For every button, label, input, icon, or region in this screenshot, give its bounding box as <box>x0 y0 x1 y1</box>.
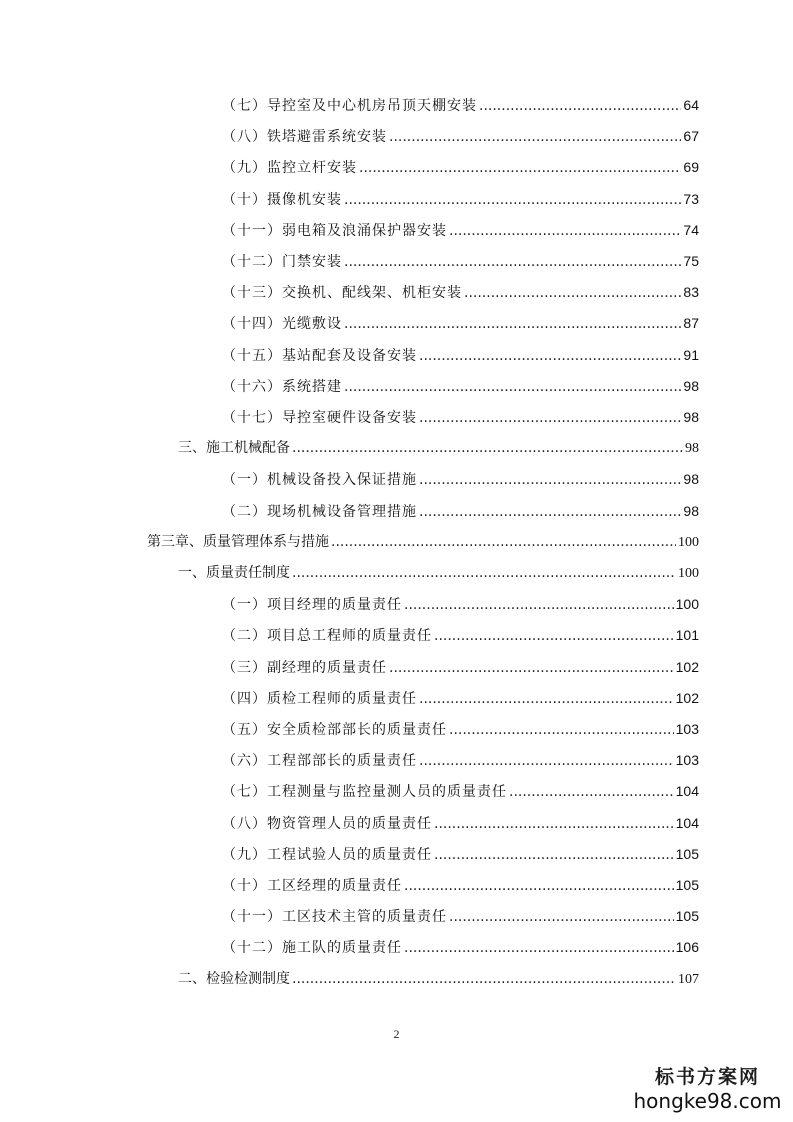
toc-entry-page: 103 <box>675 752 699 768</box>
toc-entry[interactable] <box>222 500 699 522</box>
toc-entry-title: （八）铁塔避雷系统安装 <box>222 129 387 145</box>
toc-leader-dots <box>292 562 676 584</box>
toc-entry-page: 87 <box>683 315 699 331</box>
toc-leader-dots <box>449 220 681 242</box>
toc-entry-title: 一、质量责任制度 <box>178 565 290 581</box>
toc-leader-dots <box>464 282 681 304</box>
toc-entry[interactable] <box>222 874 699 896</box>
toc-entry-page: 98 <box>683 471 699 487</box>
toc-entry-page: 67 <box>683 128 699 144</box>
toc-entry[interactable] <box>222 936 699 958</box>
toc-leader-dots <box>344 251 681 273</box>
toc-entry-title: （七）导控室及中心机房吊顶天棚安装 <box>222 98 477 114</box>
toc-entry[interactable] <box>178 437 699 459</box>
toc-entry-page: 75 <box>683 253 699 269</box>
toc-entry-title: （六）工程部部长的质量责任 <box>222 753 417 769</box>
toc-entry-page: 64 <box>683 97 699 113</box>
toc-leader-dots <box>344 313 681 335</box>
toc-entry-page: 105 <box>675 908 699 924</box>
toc-entry-page: 83 <box>683 284 699 300</box>
toc-entry-page: 73 <box>683 191 699 207</box>
toc-entry-title: （十七）导控室硬件设备安装 <box>222 410 417 426</box>
toc-entry-page: 100 <box>678 535 699 550</box>
toc-entry-page: 98 <box>683 378 699 394</box>
toc-entry-title: 二、检验检测制度 <box>178 971 290 987</box>
toc-entry-page: 104 <box>675 815 699 831</box>
toc-leader-dots <box>419 469 681 491</box>
toc-entry-page: 102 <box>675 690 699 706</box>
toc-entry-page: 98 <box>683 409 699 425</box>
toc-leader-dots <box>479 95 681 117</box>
toc-entry[interactable] <box>222 624 699 646</box>
toc-entry[interactable] <box>178 968 699 990</box>
toc-entry[interactable] <box>222 812 699 834</box>
watermark-text-en: hongke98.com <box>633 1089 782 1113</box>
toc-entry[interactable] <box>222 375 699 397</box>
toc-entry[interactable] <box>222 843 699 865</box>
toc-entry-page: 106 <box>675 939 699 955</box>
toc-entry-page: 105 <box>675 846 699 862</box>
toc-entry[interactable] <box>222 281 699 303</box>
toc-leader-dots <box>434 813 674 835</box>
toc-leader-dots <box>292 968 676 990</box>
toc-leader-dots <box>419 345 681 367</box>
toc-entry[interactable] <box>178 562 699 584</box>
toc-entry-title: （十四）光缆敷设 <box>222 316 342 332</box>
toc-entry-title: （十六）系统搭建 <box>222 379 342 395</box>
toc-entry[interactable] <box>147 531 699 553</box>
toc-entry[interactable] <box>222 656 699 678</box>
toc-entry[interactable] <box>222 94 699 116</box>
toc-entry[interactable] <box>222 780 699 802</box>
toc-leader-dots <box>449 719 674 741</box>
toc-entry-title: （九）监控立杆安装 <box>222 160 357 176</box>
toc-entry-page: 101 <box>675 627 699 643</box>
toc-leader-dots <box>434 844 674 866</box>
toc-entry[interactable] <box>222 593 699 615</box>
toc-entry[interactable] <box>222 156 699 178</box>
toc-entry-title: （十）摄像机安装 <box>222 192 342 208</box>
toc-entry-page: 98 <box>685 441 699 456</box>
toc-entry-title: 三、施工机械配备 <box>178 440 290 456</box>
toc-entry-title: （十三）交换机、配线架、机柜安装 <box>222 285 462 301</box>
toc-entry-title: （二）项目总工程师的质量责任 <box>222 628 432 644</box>
toc-entry[interactable] <box>222 905 699 927</box>
toc-entry-title: （七）工程测量与监控量测人员的质量责任 <box>222 784 507 800</box>
toc-entry-title: （九）工程试验人员的质量责任 <box>222 847 432 863</box>
toc-entry-page: 104 <box>675 783 699 799</box>
toc-leader-dots <box>434 625 674 647</box>
toc-leader-dots <box>419 407 681 429</box>
toc-entry-title: （八）物资管理人员的质量责任 <box>222 816 432 832</box>
toc-leader-dots <box>331 531 676 553</box>
toc-leader-dots <box>359 157 681 179</box>
toc-leader-dots <box>509 781 674 803</box>
toc-entry-page: 105 <box>675 877 699 893</box>
toc-leader-dots <box>419 688 674 710</box>
toc-entry-title: （一）机械设备投入保证措施 <box>222 472 417 488</box>
toc-entry-title: （一）项目经理的质量责任 <box>222 597 402 613</box>
toc-leader-dots <box>449 906 674 928</box>
toc-entry-title: （十一）工区技术主管的质量责任 <box>222 909 447 925</box>
toc-leader-dots <box>389 657 674 679</box>
toc-entry[interactable] <box>222 219 699 241</box>
toc-entry-page: 100 <box>675 596 699 612</box>
toc-entry-page: 103 <box>675 721 699 737</box>
toc-entry-title: （十五）基站配套及设备安装 <box>222 348 417 364</box>
toc-entry[interactable] <box>222 344 699 366</box>
toc-entry-title: （二）现场机械设备管理措施 <box>222 504 417 520</box>
toc-entry-page: 69 <box>683 159 699 175</box>
toc-entry-page: 98 <box>683 503 699 519</box>
toc-entry-title: （十一）弱电箱及浪涌保护器安装 <box>222 223 447 239</box>
toc-entry[interactable] <box>222 687 699 709</box>
toc-leader-dots <box>389 126 681 148</box>
toc-entry[interactable] <box>222 749 699 771</box>
toc-entry-page: 100 <box>678 566 699 581</box>
toc-entry-title: （十）工区经理的质量责任 <box>222 878 402 894</box>
toc-entry-title: 第三章、质量管理体系与措施 <box>147 534 329 550</box>
toc-leader-dots <box>419 750 674 772</box>
toc-leader-dots <box>419 501 681 523</box>
watermark-text-cn: 标书方案网 <box>654 1066 760 1088</box>
toc-entry[interactable] <box>222 406 699 428</box>
toc-entry[interactable] <box>222 188 699 210</box>
toc-entry-title: （四）质检工程师的质量责任 <box>222 691 417 707</box>
toc-entry-title: （三）副经理的质量责任 <box>222 660 387 676</box>
watermark <box>625 1065 790 1117</box>
toc-leader-dots <box>292 437 683 459</box>
toc-entry-page: 107 <box>678 972 699 987</box>
toc-entry-page: 91 <box>683 347 699 363</box>
toc-leader-dots <box>344 376 681 398</box>
toc-entry-page: 74 <box>683 222 699 238</box>
toc-entry[interactable] <box>222 250 699 272</box>
toc-leader-dots <box>344 189 681 211</box>
toc-entry-title: （十二）门禁安装 <box>222 254 342 270</box>
page-number: 2 <box>393 1027 400 1041</box>
toc-entry[interactable] <box>222 125 699 147</box>
toc-entry-title: （十二）施工队的质量责任 <box>222 940 402 956</box>
toc-entry[interactable] <box>222 718 699 740</box>
toc-entry[interactable] <box>222 312 699 334</box>
toc-leader-dots <box>404 937 674 959</box>
toc-entry[interactable] <box>222 468 699 490</box>
toc-leader-dots <box>404 875 674 897</box>
toc-leader-dots <box>404 594 674 616</box>
toc-entry-title: （五）安全质检部部长的质量责任 <box>222 722 447 738</box>
toc-entry-page: 102 <box>675 659 699 675</box>
